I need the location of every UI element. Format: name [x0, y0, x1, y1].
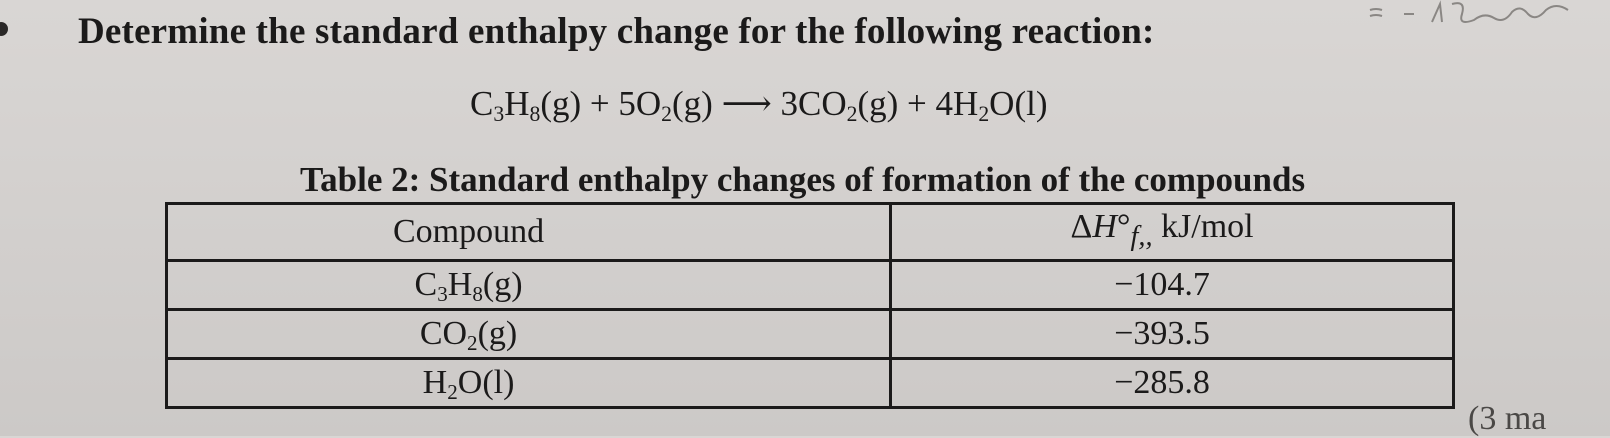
compound-cell: $CO_2(g)$: [167, 309, 891, 358]
reaction-arrow: ⟶: [712, 84, 781, 123]
table-row: [167, 260, 1454, 309]
enthalpy-table: [165, 202, 1455, 409]
header-compound: Compound: [167, 204, 891, 261]
handwritten-scribble: [1360, 0, 1610, 36]
product-water: $4H_2O(l)$: [935, 84, 1048, 127]
marks-allocation: (3 ma: [1468, 400, 1547, 437]
compound-cell: $C_3H_8(g)$: [167, 260, 891, 309]
table-header-row: [167, 204, 1454, 261]
enthalpy-value-cell: −393.5: [891, 309, 1454, 358]
table-caption: Table 2: Standard enthalpy changes of formation of the compounds: [300, 160, 1306, 199]
plus-sign: +: [898, 84, 936, 123]
question-prompt: Determine the standard enthalpy change for the following reaction:: [78, 11, 1155, 52]
table-row: [167, 358, 1454, 407]
question-bullet: [0, 22, 8, 36]
compound-cell: $H_2O(l)$: [167, 358, 891, 407]
table-row: [167, 309, 1454, 358]
plus-sign: +: [581, 84, 619, 123]
reactant-propane: $C_3H_8(g)$: [470, 84, 582, 127]
reactant-oxygen: $5O_2(g)$: [618, 84, 713, 127]
enthalpy-value-cell: −104.7: [891, 260, 1454, 309]
reaction-equation: [470, 84, 1048, 127]
product-carbon-dioxide: $3CO_2(g)$: [780, 84, 899, 127]
header-enthalpy: $\Delta H^\circ_{f,,}$ kJ/mol: [891, 204, 1454, 261]
enthalpy-value-cell: −285.8: [891, 358, 1454, 407]
